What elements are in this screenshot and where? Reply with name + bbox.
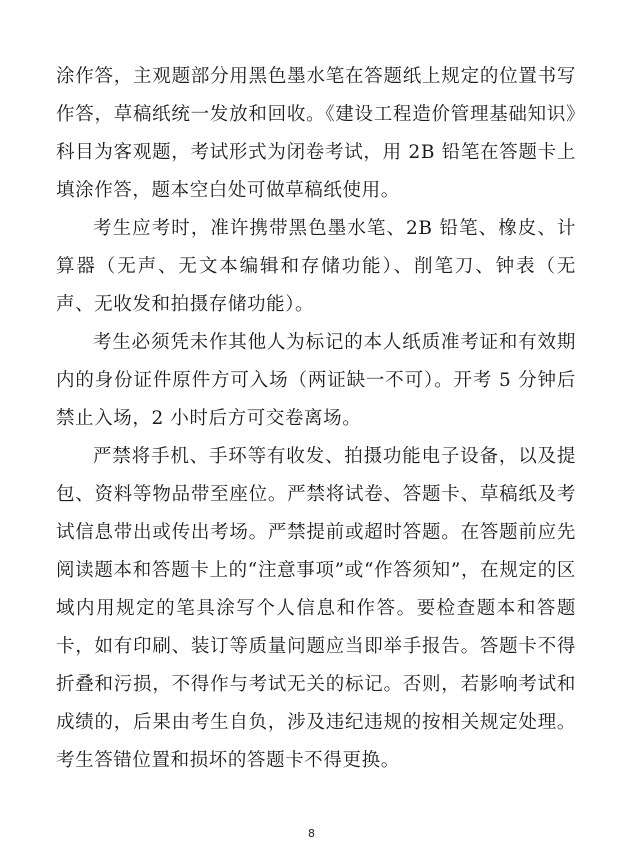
paragraph-admission-documents: 考生必须凭未作其他人为标记的本人纸质准考证和有效期内的身份证件原件方可入场（两证缺一不可）。开考 5 分钟后禁止入场，2 小时后方可交卷离场。 — [56, 332, 576, 429]
paragraph-allowed-items: 考生应考时，准许携带黑色墨水笔、2B 铅笔、橡皮、计算器（无声、无文本编辑和存储功能）、削笔刀、钟表（无声、无收发和拍摄存储功能）。 — [56, 218, 576, 315]
paragraph-prohibited-rules: 严禁将手机、手环等有收发、拍摄功能电子设备，以及提包、资料等物品带至座位。严禁将试卷、答题卡、草稿纸及考试信息带出或传出考场。严禁提前或超时答题。在答题前应先阅读题本和答题卡上的“注意事项”或“作答须知”，在规定的区域内用规定的笔具涂写个人信息和作答。要检查题本和答题卡，如有印刷、装订等质量问题应当即举手报告。答题卡不得折叠和污损，不得作与考试无关的标记。否则，若影响考试和成绩的，后果由考生自负，涉及违纪违规的按相关规定处理。考生答错位置和损坏的答题卡不得更换。 — [56, 446, 576, 771]
document-body — [56, 58, 576, 780]
paragraph-answering-method: 涂作答，主观题部分用黑色墨水笔在答题纸上规定的位置书写作答，草稿纸统一发放和回收。《建设工程造价管理基础知识》科目为客观题，考试形式为闭卷考试，用 2B 铅笔在答题卡上填涂作答，题本空白处可做草稿纸使用。 — [56, 66, 576, 201]
page-number: 8 — [308, 827, 315, 840]
